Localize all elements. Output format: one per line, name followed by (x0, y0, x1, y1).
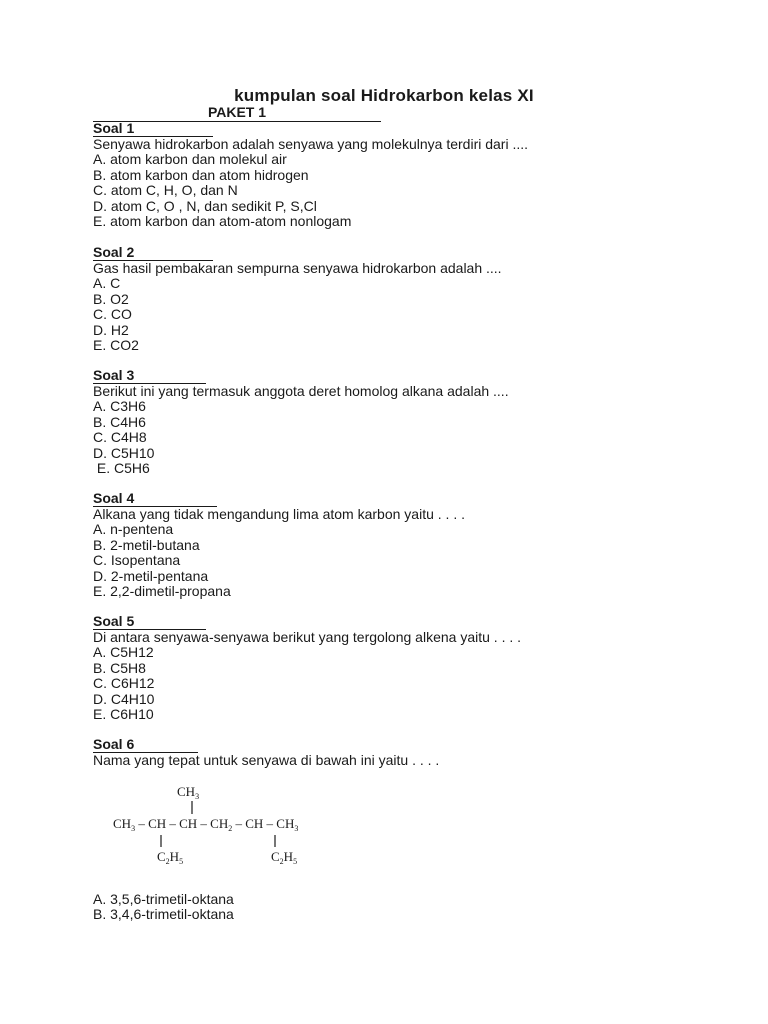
option-e: E. 2,2-dimetil-propana (93, 583, 231, 600)
question-text: Gas hasil pembakaran sempurna senyawa hidrokarbon adalah .... (93, 260, 502, 276)
bottom-left-ethyl-group: $C_2H_5$ (157, 849, 184, 866)
question-6-options (93, 892, 234, 923)
option-a: A. C (93, 275, 121, 292)
question-label: Soal 4 (93, 492, 217, 507)
option-b: B. 2-metil-butana (93, 536, 200, 553)
question-text: Senyawa hidrokarbon adalah senyawa yang molekulnya terdiri dari .... (93, 136, 529, 152)
question-6 (93, 737, 439, 768)
option-a: A. n-pentena (93, 521, 174, 538)
option-e: E. CO2 (93, 337, 139, 354)
option-a: A. 3,5,6-trimetil-oktana (93, 891, 234, 907)
question-text: Nama yang tepat untuk senyawa di bawah ini yaitu . . . . (93, 752, 440, 768)
question-text: Di antara senyawa-senyawa berikut yang tergolong alkena yaitu . . . . (93, 629, 522, 645)
option-c: C. Isopentana (93, 552, 181, 569)
option-d: D. C5H10 (93, 444, 155, 461)
question-label: Soal 6 (93, 738, 198, 753)
option-d: D. C4H10 (93, 690, 155, 707)
option-d: D. 2-metil-pentana (93, 567, 209, 584)
option-a: A. C3H6 (93, 398, 146, 415)
question-5 (93, 614, 521, 722)
option-a: A. C5H12 (93, 644, 154, 661)
document-title: kumpulan soal Hidrokarbon kelas XI (234, 86, 534, 105)
structural-formula (113, 776, 353, 868)
option-e: E. atom karbon dan atom-atom nonlogam (93, 213, 352, 230)
option-b: B. C4H6 (93, 413, 146, 430)
paket-heading: PAKET 1 (93, 104, 381, 122)
option-e: E. C5H6 (93, 460, 150, 477)
top-methyl-group: $CH_3$ (177, 784, 200, 801)
option-d: D. atom C, O , N, dan sedikit P, S,Cl (93, 197, 317, 214)
option-c: C. atom C, H, O, dan N (93, 182, 238, 199)
question-text: Berikut ini yang termasuk anggota deret homolog alkana adalah .... (93, 383, 509, 399)
bottom-right-ethyl-group: $C_2H_5$ (271, 849, 298, 866)
option-b: B. O2 (93, 290, 129, 307)
question-label: Soal 2 (93, 246, 213, 261)
question-label: Soal 3 (93, 369, 206, 384)
option-c: C. C4H8 (93, 429, 147, 446)
option-e: E. C6H10 (93, 706, 154, 723)
main-chain: $CH_3$ – CH – CH – $CH_2$ – CH – $CH_3$ (113, 816, 299, 833)
option-b: B. 3,4,6-trimetil-oktana (93, 906, 234, 923)
question-1 (93, 121, 528, 229)
chain-group-1: CH (113, 816, 132, 831)
option-b: B. atom karbon dan atom hidrogen (93, 166, 309, 183)
question-text: Alkana yang tidak mengandung lima atom karbon yaitu . . . . (93, 506, 465, 522)
option-d: D. H2 (93, 321, 129, 338)
question-4 (93, 491, 465, 599)
option-c: C. CO (93, 306, 132, 323)
question-2 (93, 245, 502, 353)
option-a: A. atom karbon dan molekul air (93, 151, 287, 168)
option-b: B. C5H8 (93, 659, 146, 676)
option-c: C. C6H12 (93, 675, 155, 692)
question-3 (93, 368, 509, 476)
question-label: Soal 5 (93, 615, 206, 630)
question-label: Soal 1 (93, 122, 213, 137)
